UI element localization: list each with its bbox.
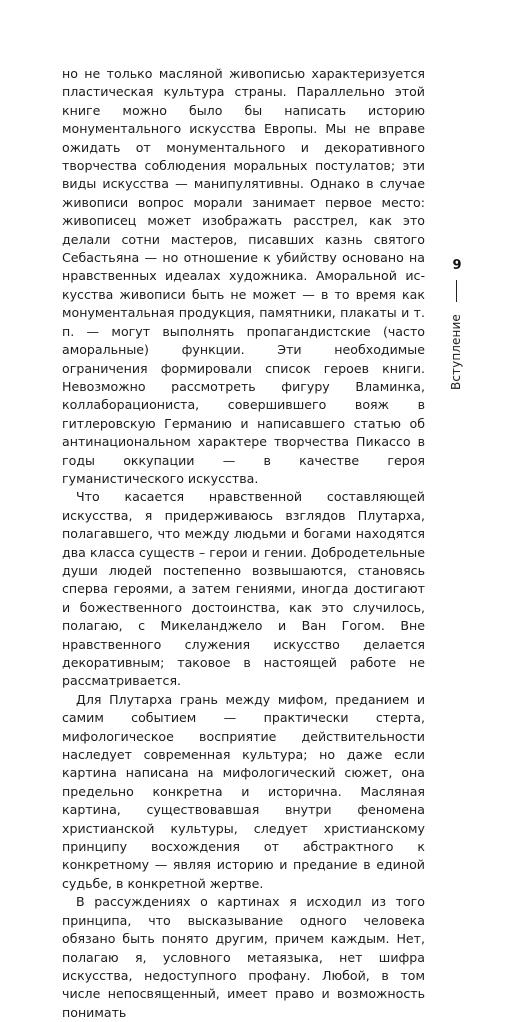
running-section-title: Вступление [449,314,463,390]
paragraph-2 [62,488,425,690]
paragraph-4-text: В рассуждениях о картинах я исходил из того принципа, что высказывание одного человека обязано быть понято другим, причем каждым. Нет, полагаю я, условного метаязыка, нет шифра искусства, недоступного профану. Любой, в том числе непосвященный, имеет право и возможность понимать [62,894,425,1020]
paragraph-2-text: Что касается нравственной составляющей искусства, я придерживаюсь взглядов Плутарха, полагавшего, что между людьми и богами находятся два класса существ – герои и гении. Добродетельные души людей постепенно возвышаются, становясь сперва героями, а затем гениями, иногда достигают и божественного достоинства, как это случилось, полагаю, с Микеланджело и Ван Гогом. Вне нравственного служения искусство делается декоративным; таковое в настоящей работе не рассматривается. [62,489,425,689]
paragraph-1: но не только масляной живописью характеризуется пластическая культура страны. Параллельно этой книге можно было бы написать историю монументального искусства Европы. Мы не вправе ожидать от монументального и декоративного творчества соблюдения моральных постулатов; эти виды искусства — манипулятивны. Однако в случае живописи вопрос морали занимает первое место: живописец может изображать расстрел, как это делали сотни мастеров, писавших казнь святого Себастьяна — но отношение к убийству основано на нравственных идеалах художника. Аморальной искусства живописи быть не может — в то время как монументальная продукция, памятники, плакаты и т. п. — могут выполнять пропагандистские (часто аморальные) функции. Эти необходимые ограничения формировали список героев книги. Невозможно рассмотреть фигуру Вламинка, коллаборациониста, совершившего вояж в гитлеровскую Германию и написавшего статью об антинациональном характере творчества Пикассо в годы оккупации — в качестве героя гуманистического искусства. [62,66,425,486]
page-number: 9 [452,258,462,273]
paragraph-4 [62,893,425,1022]
section-divider-rule [456,280,457,302]
paragraph-3 [62,691,425,893]
paragraph-3-text: Для Плутарха грань между мифом, преданием и самим событием — практически стерта, мифологическое восприятие действительности наследует современная культура; но даже если картина написана на мифологический сюжет, она предельно конкретна и исторична. Масляная картина, существовавшая внутри феномена христианской культуры, следует христианскому принципу восхождения от абстрактного к конкретному — являя историю и предание в единой судьбе, в конкретной жертве. [62,691,425,891]
page-body [62,65,425,1022]
